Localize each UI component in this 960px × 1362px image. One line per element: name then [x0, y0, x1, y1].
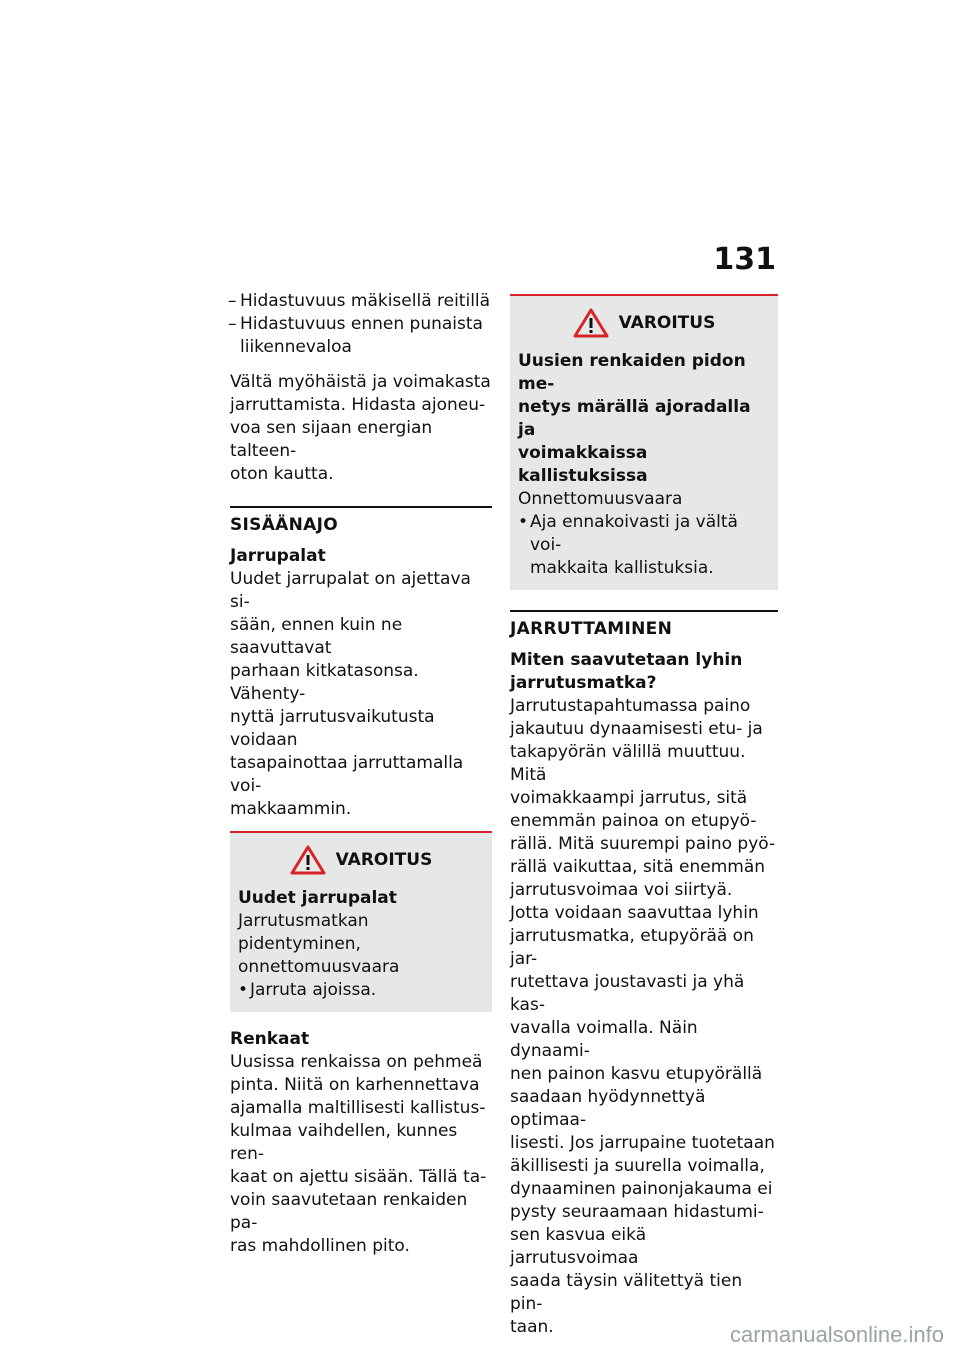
list-item: – Hidastuvuus ennen punaista liikennevaloa [230, 313, 492, 359]
warning-heading: Uusien renkaiden pidon me- netys märällä ajoradalla ja voimakkaissa kallistuksissa [518, 351, 751, 486]
paragraph: Uusissa renkaissa on pehmeä pinta. Niitä on karhennettava ajamalla maltillisesti kallistus- kulmaa vaihdellen, kunnes ren- kaat on ajettu sisään. Tällä ta- voin saavutetaan renkaiden pa- ras mahdollinen pito. [230, 1052, 487, 1256]
warning-triangle-icon [573, 308, 609, 338]
warning-heading: Uudet jarrupalat [238, 888, 397, 908]
right-column [510, 290, 778, 1349]
warning-bullet: • Aja ennakoivasti ja vältä voi- makkaita kallistuksia. [518, 511, 770, 580]
warning-triangle-icon [290, 845, 326, 875]
warning-title: VAROITUS [238, 845, 484, 875]
watermark: carmanualsonline.info [729, 1322, 944, 1347]
paragraph: Vältä myöhäistä ja voimakasta jarruttamista. Hidasta ajoneu- voa sen sijaan energian talteen- oton kautta. [230, 372, 491, 484]
subheading-renkaat: Renkaat [230, 1029, 310, 1049]
paragraph: Jotta voidaan saavuttaa lyhin jarrutusmatka, etupyörää on jar- rutettava joustavasti ja yhä kas- vavalla voimalla. Näin dynaami- nen painon kasvu etupyörällä saadaan hyödynnettyä optimaa- lisesti. Jos jarrupaine tuotetaan äkillisesti ja suurella voimalla, dynaaminen painonjakauma ei pysty seuraamaan hidastumi- sen kasvua eikä jarrutusvoimaa saada täysin välitettyä tien pin- taan. [510, 903, 775, 1337]
subheading-lyhin-jarrutusmatka: Miten saavutetaan lyhin jarrutusmatka? [510, 650, 743, 693]
warning-title: VAROITUS [518, 308, 770, 338]
warning-text: Jarrutusmatkan pidentyminen, onnettomuusvaara [238, 911, 400, 977]
section-title-jarruttaminen: JARRUTTAMINEN [510, 610, 778, 641]
warning-box [510, 294, 778, 590]
dash-list [230, 290, 492, 359]
warning-text: Onnettomuusvaara [518, 489, 683, 509]
paragraph: Jarrutustapahtumassa paino jakautuu dynaamisesti etu- ja takapyörän välillä muuttuu. Mitä voimakkaampi jarrutus, sitä enemmän painoa on etupyö- rällä. Mitä suurempi paino pyö- rällä vaikuttaa, sitä enemmän jarrutusvoimaa voi siirtyä. [510, 696, 776, 900]
page-number: 131 [713, 242, 776, 277]
list-item: – Hidastuvuus mäkisellä reitillä [230, 290, 492, 313]
subheading-jarrupalat: Jarrupalat [230, 546, 326, 566]
warning-box [230, 831, 492, 1012]
left-column [230, 290, 492, 1268]
warning-bullet: • Jarruta ajoissa. [238, 979, 484, 1002]
section-title-sisaanajo: SISÄÄNAJO [230, 506, 492, 537]
paragraph: Uudet jarrupalat on ajettava si- sään, ennen kuin ne saavuttavat parhaan kitkatasonsa. Vähenty- nyttä jarrutusvaikutusta voidaan tasapainottaa jarruttamalla voi- makkaammin. [230, 569, 471, 819]
